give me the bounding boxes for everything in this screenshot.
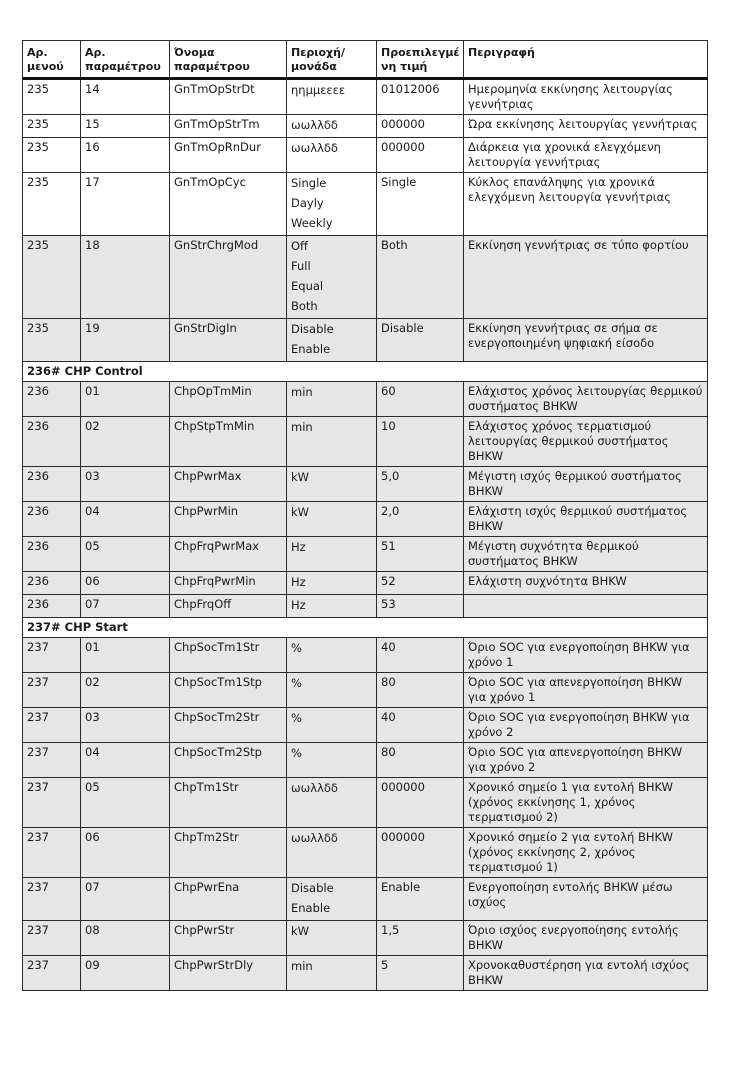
cell-default-value: Enable bbox=[377, 878, 464, 921]
cell-param-name: ChpPwrEna bbox=[170, 878, 287, 921]
cell-default-value: 5,0 bbox=[377, 467, 464, 502]
cell-default-value: 40 bbox=[377, 708, 464, 743]
cell-description: Ενεργοποίηση εντολής BHKW μέσω ισχύος bbox=[464, 878, 708, 921]
range-option: Hz bbox=[291, 598, 306, 612]
cell-description: Όριο SOC για απενεργοποίηση BHKW για χρόνο 1 bbox=[464, 673, 708, 708]
cell-param-name: ChpOpTmMin bbox=[170, 382, 287, 417]
cell-param-no: 15 bbox=[81, 115, 170, 138]
cell-param-no: 04 bbox=[81, 743, 170, 778]
table-row bbox=[23, 382, 708, 417]
cell-description: Ελάχιστη ισχύς θερμικού συστήματος BHKW bbox=[464, 502, 708, 537]
range-option: % bbox=[291, 676, 302, 690]
table-row bbox=[23, 828, 708, 878]
cell-default-value: 53 bbox=[377, 595, 464, 618]
section-header-row bbox=[23, 362, 708, 382]
cell-menu-no: 235 bbox=[23, 319, 81, 362]
cell-param-no: 01 bbox=[81, 382, 170, 417]
table-row bbox=[23, 467, 708, 502]
cell-param-name: GnTmOpRnDur bbox=[170, 138, 287, 173]
cell-description: Όριο SOC για απενεργοποίηση BHKW για χρόνο 2 bbox=[464, 743, 708, 778]
range-option: Disable bbox=[291, 322, 334, 336]
cell-param-name: ChpFrqPwrMin bbox=[170, 572, 287, 595]
cell-default-value: 40 bbox=[377, 638, 464, 673]
cell-description: Ελάχιστη συχνότητα BHKW bbox=[464, 572, 708, 595]
cell-param-no: 14 bbox=[81, 79, 170, 115]
cell-param-name: GnTmOpStrDt bbox=[170, 79, 287, 115]
table-row bbox=[23, 595, 708, 618]
cell-description: Ημερομηνία εκκίνησης λειτουργίας γεννήτριας bbox=[464, 79, 708, 115]
cell-param-no: 16 bbox=[81, 138, 170, 173]
range-option: % bbox=[291, 641, 302, 655]
cell-menu-no: 237 bbox=[23, 921, 81, 956]
cell-description: Ώρα εκκίνησης λειτουργίας γεννήτριας bbox=[464, 115, 708, 138]
range-option: Hz bbox=[291, 575, 306, 589]
header-range-unit: Περιοχή/ μονάδα bbox=[287, 41, 377, 79]
table-row bbox=[23, 708, 708, 743]
range-option: min bbox=[291, 420, 313, 434]
cell-range-unit bbox=[287, 173, 377, 236]
cell-description: Ελάχιστος χρόνος λειτουργίας θερμικού συστήματος BHKW bbox=[464, 382, 708, 417]
cell-default-value: 80 bbox=[377, 743, 464, 778]
range-option: Weekly bbox=[291, 216, 333, 230]
cell-default-value: 5 bbox=[377, 956, 464, 991]
cell-menu-no: 235 bbox=[23, 115, 81, 138]
cell-param-name: GnStrChrgMod bbox=[170, 236, 287, 319]
cell-param-no: 03 bbox=[81, 467, 170, 502]
cell-default-value: 52 bbox=[377, 572, 464, 595]
cell-range-unit bbox=[287, 502, 377, 537]
range-option: ωωλλδδ bbox=[291, 118, 338, 132]
range-option: % bbox=[291, 711, 302, 725]
table-row bbox=[23, 673, 708, 708]
cell-param-name: ChpStpTmMin bbox=[170, 417, 287, 467]
range-option: kW bbox=[291, 505, 310, 519]
cell-description: Εκκίνηση γεννήτριας σε σήμα σε ενεργοποιημένη ψηφιακή είσοδο bbox=[464, 319, 708, 362]
cell-param-no: 01 bbox=[81, 638, 170, 673]
cell-menu-no: 236 bbox=[23, 537, 81, 572]
cell-default-value: 2,0 bbox=[377, 502, 464, 537]
range-option: min bbox=[291, 385, 313, 399]
range-option: Single bbox=[291, 176, 327, 190]
cell-range-unit bbox=[287, 382, 377, 417]
table-body bbox=[23, 79, 708, 991]
cell-description: Όριο SOC για ενεργοποίηση BHKW για χρόνο 1 bbox=[464, 638, 708, 673]
cell-default-value: 51 bbox=[377, 537, 464, 572]
cell-param-name: ChpTm2Str bbox=[170, 828, 287, 878]
cell-param-no: 05 bbox=[81, 537, 170, 572]
header-param-no: Αρ. παραμέτρου bbox=[81, 41, 170, 79]
cell-range-unit bbox=[287, 921, 377, 956]
cell-range-unit bbox=[287, 319, 377, 362]
cell-default-value: 80 bbox=[377, 673, 464, 708]
header-description: Περιγραφή bbox=[464, 41, 708, 79]
cell-menu-no: 235 bbox=[23, 173, 81, 236]
cell-range-unit bbox=[287, 708, 377, 743]
cell-param-no: 02 bbox=[81, 673, 170, 708]
cell-param-name: ChpFrqOff bbox=[170, 595, 287, 618]
cell-range-unit bbox=[287, 673, 377, 708]
cell-param-no: 18 bbox=[81, 236, 170, 319]
cell-param-name: ChpPwrStr bbox=[170, 921, 287, 956]
cell-param-name: GnTmOpStrTm bbox=[170, 115, 287, 138]
header-param-name: Όνομα παραμέτρου bbox=[170, 41, 287, 79]
cell-range-unit bbox=[287, 537, 377, 572]
table-row bbox=[23, 743, 708, 778]
cell-menu-no: 236 bbox=[23, 572, 81, 595]
cell-param-no: 02 bbox=[81, 417, 170, 467]
cell-menu-no: 237 bbox=[23, 778, 81, 828]
cell-range-unit bbox=[287, 956, 377, 991]
cell-default-value: Both bbox=[377, 236, 464, 319]
range-option: Enable bbox=[291, 342, 331, 356]
cell-param-name: ChpSocTm2Str bbox=[170, 708, 287, 743]
cell-description: Μέγιστη ισχύς θερμικού συστήματος BHKW bbox=[464, 467, 708, 502]
range-option: Both bbox=[291, 299, 318, 313]
table-row bbox=[23, 417, 708, 467]
cell-param-name: ChpSocTm1Stp bbox=[170, 673, 287, 708]
table-row bbox=[23, 638, 708, 673]
cell-description: Ελάχιστος χρόνος τερματισμού λειτουργίας θερμικού συστήματος BHKW bbox=[464, 417, 708, 467]
cell-default-value: Single bbox=[377, 173, 464, 236]
section-title: 237# CHP Start bbox=[23, 618, 708, 638]
cell-menu-no: 237 bbox=[23, 673, 81, 708]
cell-param-name: ChpSocTm1Str bbox=[170, 638, 287, 673]
cell-param-no: 06 bbox=[81, 572, 170, 595]
cell-menu-no: 235 bbox=[23, 236, 81, 319]
cell-range-unit bbox=[287, 878, 377, 921]
cell-param-no: 07 bbox=[81, 878, 170, 921]
range-option: ωωλλδδ bbox=[291, 141, 338, 155]
range-option: ωωλλδδ bbox=[291, 831, 338, 845]
range-option: Equal bbox=[291, 279, 324, 293]
cell-param-no: 19 bbox=[81, 319, 170, 362]
table-row bbox=[23, 537, 708, 572]
cell-menu-no: 236 bbox=[23, 467, 81, 502]
cell-param-name: ChpPwrMin bbox=[170, 502, 287, 537]
cell-range-unit bbox=[287, 79, 377, 115]
cell-description: Όριο SOC για ενεργοποίηση BHKW για χρόνο 2 bbox=[464, 708, 708, 743]
range-option: min bbox=[291, 959, 313, 973]
cell-default-value: 10 bbox=[377, 417, 464, 467]
cell-default-value: 000000 bbox=[377, 138, 464, 173]
cell-default-value: 1,5 bbox=[377, 921, 464, 956]
cell-range-unit bbox=[287, 828, 377, 878]
cell-range-unit bbox=[287, 467, 377, 502]
cell-param-name: ChpSocTm2Stp bbox=[170, 743, 287, 778]
cell-menu-no: 237 bbox=[23, 708, 81, 743]
cell-description: Χρονικό σημείο 1 για εντολή BHKW (χρόνος εκκίνησης 1, χρόνος τερματισμού 2) bbox=[464, 778, 708, 828]
cell-param-name: GnStrDigIn bbox=[170, 319, 287, 362]
cell-default-value: 60 bbox=[377, 382, 464, 417]
table-row bbox=[23, 138, 708, 173]
cell-range-unit bbox=[287, 595, 377, 618]
range-option: Hz bbox=[291, 540, 306, 554]
cell-description: Εκκίνηση γεννήτριας σε τύπο φορτίου bbox=[464, 236, 708, 319]
cell-range-unit bbox=[287, 743, 377, 778]
cell-param-no: 07 bbox=[81, 595, 170, 618]
table-row bbox=[23, 921, 708, 956]
table-row bbox=[23, 79, 708, 115]
cell-default-value: 000000 bbox=[377, 778, 464, 828]
range-option: Disable bbox=[291, 881, 334, 895]
table-row bbox=[23, 173, 708, 236]
cell-param-name: ChpFrqPwrMax bbox=[170, 537, 287, 572]
cell-param-name: ChpPwrStrDly bbox=[170, 956, 287, 991]
table-row bbox=[23, 502, 708, 537]
cell-param-no: 08 bbox=[81, 921, 170, 956]
table-row bbox=[23, 236, 708, 319]
range-option: % bbox=[291, 746, 302, 760]
cell-menu-no: 237 bbox=[23, 956, 81, 991]
cell-menu-no: 237 bbox=[23, 638, 81, 673]
cell-description: Κύκλος επανάληψης για χρονικά ελεγχόμενη λειτουργία γεννήτριας bbox=[464, 173, 708, 236]
cell-menu-no: 235 bbox=[23, 138, 81, 173]
range-option: Full bbox=[291, 259, 311, 273]
range-option: Dayly bbox=[291, 196, 324, 210]
cell-description: Χρονικό σημείο 2 για εντολή BHKW (χρόνος εκκίνησης 2, χρόνος τερματισμού 1) bbox=[464, 828, 708, 878]
cell-menu-no: 236 bbox=[23, 417, 81, 467]
range-option: Off bbox=[291, 239, 308, 253]
cell-range-unit bbox=[287, 417, 377, 467]
table-row bbox=[23, 115, 708, 138]
table-row bbox=[23, 956, 708, 991]
cell-range-unit bbox=[287, 236, 377, 319]
cell-description: Μέγιστη συχνότητα θερμικού συστήματος BHKW bbox=[464, 537, 708, 572]
cell-param-no: 04 bbox=[81, 502, 170, 537]
header-default-value: Προεπιλεγμέ νη τιμή bbox=[377, 41, 464, 79]
cell-description: Όριο ισχύος ενεργοποίησης εντολής BHKW bbox=[464, 921, 708, 956]
cell-range-unit bbox=[287, 778, 377, 828]
cell-param-name: GnTmOpCyc bbox=[170, 173, 287, 236]
cell-param-no: 17 bbox=[81, 173, 170, 236]
parameter-table bbox=[22, 40, 708, 991]
cell-default-value: 000000 bbox=[377, 115, 464, 138]
cell-param-no: 03 bbox=[81, 708, 170, 743]
cell-default-value: Disable bbox=[377, 319, 464, 362]
range-option: ηημμεεεε bbox=[291, 83, 346, 97]
cell-menu-no: 236 bbox=[23, 595, 81, 618]
cell-default-value: 01012006 bbox=[377, 79, 464, 115]
section-header-row bbox=[23, 618, 708, 638]
cell-range-unit bbox=[287, 572, 377, 595]
cell-description: Χρονοκαθυστέρηση για εντολή ισχύος BHKW bbox=[464, 956, 708, 991]
header-menu-no: Αρ. μενού bbox=[23, 41, 81, 79]
cell-param-no: 09 bbox=[81, 956, 170, 991]
table-row bbox=[23, 319, 708, 362]
table-header-row bbox=[23, 41, 708, 79]
cell-menu-no: 237 bbox=[23, 743, 81, 778]
cell-param-no: 06 bbox=[81, 828, 170, 878]
cell-menu-no: 236 bbox=[23, 382, 81, 417]
table-row bbox=[23, 778, 708, 828]
cell-range-unit bbox=[287, 138, 377, 173]
range-option: ωωλλδδ bbox=[291, 781, 338, 795]
cell-range-unit bbox=[287, 115, 377, 138]
range-option: kW bbox=[291, 924, 310, 938]
cell-menu-no: 237 bbox=[23, 828, 81, 878]
cell-default-value: 000000 bbox=[377, 828, 464, 878]
table-row bbox=[23, 878, 708, 921]
cell-description: Διάρκεια για χρονικά ελεγχόμενη λειτουργία γεννήτριας bbox=[464, 138, 708, 173]
cell-menu-no: 235 bbox=[23, 79, 81, 115]
cell-param-name: ChpTm1Str bbox=[170, 778, 287, 828]
section-title: 236# CHP Control bbox=[23, 362, 708, 382]
cell-param-name: ChpPwrMax bbox=[170, 467, 287, 502]
table-row bbox=[23, 572, 708, 595]
range-option: Enable bbox=[291, 901, 331, 915]
cell-description bbox=[464, 595, 708, 618]
cell-menu-no: 237 bbox=[23, 878, 81, 921]
cell-menu-no: 236 bbox=[23, 502, 81, 537]
range-option: kW bbox=[291, 470, 310, 484]
cell-param-no: 05 bbox=[81, 778, 170, 828]
cell-range-unit bbox=[287, 638, 377, 673]
